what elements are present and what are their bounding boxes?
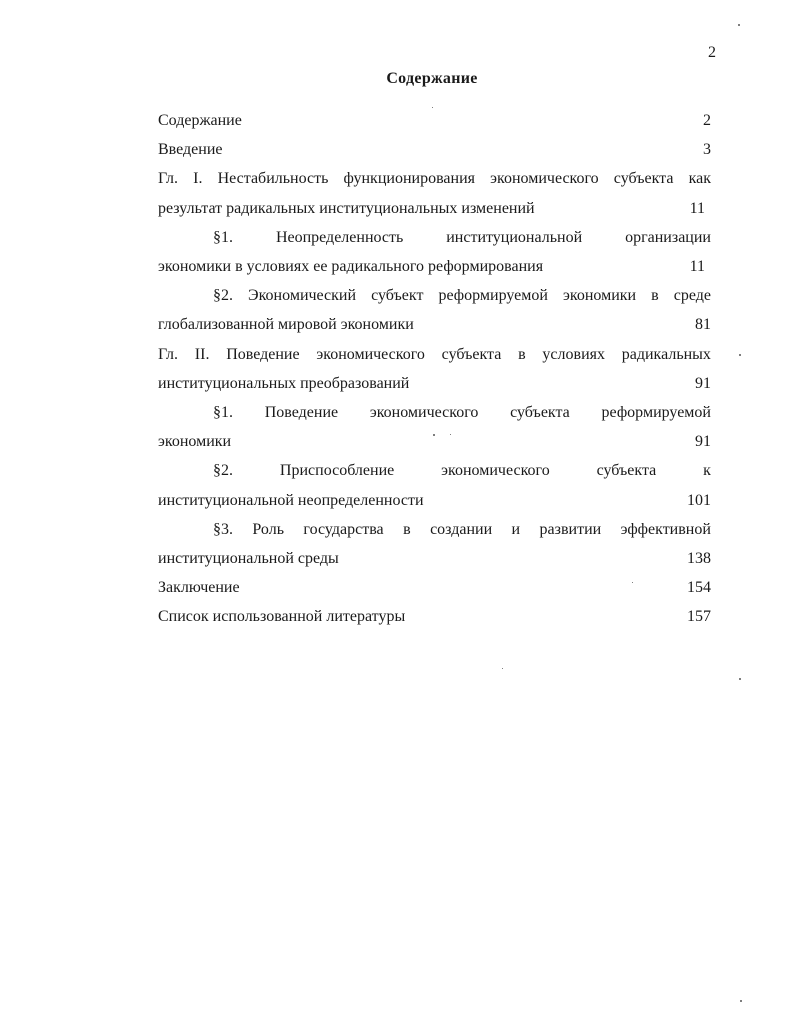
- toc-page-number: 91: [695, 374, 711, 392]
- toc-entry: [158, 573, 711, 602]
- toc-word: условиях: [542, 345, 605, 363]
- toc-entry: [158, 164, 711, 222]
- toc-word: как: [688, 170, 711, 188]
- toc-line: [158, 602, 711, 631]
- toc-word: Поведение: [226, 345, 300, 363]
- toc-line: [158, 369, 711, 398]
- toc-line: [158, 135, 711, 164]
- toc-word: создании: [430, 520, 493, 538]
- toc-entry: [158, 281, 711, 339]
- scan-speck: [738, 24, 740, 26]
- toc-word: в: [403, 520, 411, 538]
- toc-word: Неопределенность: [275, 228, 404, 246]
- toc-word: экономического: [441, 462, 550, 480]
- scan-speck: [450, 434, 451, 435]
- toc-line: [158, 427, 711, 456]
- toc-page-number: 11: [689, 199, 705, 217]
- toc-word: Приспособление: [279, 462, 395, 480]
- toc-word: эффективной: [620, 520, 711, 538]
- toc-word: §2.: [213, 287, 233, 305]
- toc-word: в: [518, 345, 526, 363]
- toc-entry: [158, 602, 711, 631]
- toc-line: [158, 515, 711, 544]
- toc-word: к: [703, 462, 711, 480]
- toc-word: §3.: [213, 520, 233, 538]
- toc-word: радикальных: [621, 345, 711, 363]
- toc-word: институциональной: [446, 228, 583, 246]
- toc-word: §1.: [213, 228, 233, 246]
- toc-word: §1.: [213, 404, 233, 422]
- toc-word: реформируемой: [438, 287, 548, 305]
- toc-word: организации: [625, 228, 711, 246]
- toc-word: §2.: [213, 462, 233, 480]
- toc-word: субъекта: [596, 462, 657, 480]
- toc-word: субъекта: [613, 170, 674, 188]
- toc-word: I.: [193, 170, 203, 188]
- toc-word: развитии: [539, 520, 602, 538]
- toc-text: результат радикальных институциональных изменений: [158, 199, 535, 217]
- toc-entry: [158, 223, 711, 281]
- toc-line: [158, 194, 711, 223]
- toc-line: [158, 544, 711, 573]
- toc-word: экономического: [316, 345, 425, 363]
- toc-word: экономики: [562, 287, 637, 305]
- toc-word: субъекта: [441, 345, 502, 363]
- page-title: Содержание: [386, 70, 478, 87]
- toc-word: среде: [673, 287, 711, 305]
- toc-line: [158, 223, 711, 252]
- toc-line: [158, 398, 711, 427]
- toc-word: государства: [303, 520, 384, 538]
- toc-word: и: [511, 520, 521, 538]
- toc-word: реформируемой: [601, 404, 711, 422]
- toc-word: II.: [194, 345, 210, 363]
- toc-word: Роль: [252, 520, 284, 538]
- toc-entry: [158, 515, 711, 573]
- toc-word: экономического: [369, 404, 479, 422]
- toc-page-number: 3: [703, 141, 711, 159]
- toc-entry: [158, 135, 711, 164]
- toc-word: экономического: [490, 170, 599, 188]
- toc-text: институциональных преобразований: [158, 374, 410, 392]
- toc-entry: [158, 456, 711, 514]
- toc-text: Заключение: [158, 579, 240, 597]
- scan-speck: [739, 354, 741, 356]
- toc-entry: [158, 398, 711, 456]
- toc-page-number: 91: [695, 433, 711, 451]
- toc-line: [158, 486, 711, 515]
- toc-line: [158, 164, 711, 193]
- page-number: 2: [708, 44, 716, 61]
- toc-word: Гл.: [158, 345, 179, 363]
- toc-page-number: 81: [695, 316, 711, 334]
- toc-page-number: 2: [703, 112, 711, 129]
- toc-line: [158, 106, 711, 135]
- toc-word: Нестабильность: [217, 170, 329, 188]
- toc-entry: [158, 106, 711, 135]
- toc-word: функционирования: [343, 170, 475, 188]
- toc-entry: [158, 340, 711, 398]
- toc-line: [158, 340, 711, 369]
- toc-text: Введение: [158, 141, 223, 159]
- toc-text: глобализованной мировой экономики: [158, 316, 414, 334]
- toc-page-number: 101: [687, 491, 711, 509]
- scan-speck: [739, 678, 741, 680]
- scan-speck: [502, 668, 503, 669]
- scan-speck: [432, 107, 433, 108]
- toc-word: Экономический: [248, 287, 357, 305]
- scan-speck: [433, 434, 435, 436]
- toc-line: [158, 252, 711, 281]
- scan-speck: [632, 582, 633, 583]
- toc-word: Поведение: [264, 404, 339, 422]
- toc-text: экономики в условиях ее радикального реформирования: [158, 258, 544, 276]
- toc-text: Список использованной литературы: [158, 608, 406, 626]
- toc-page-number: 154: [687, 579, 711, 597]
- toc-page-number: 157: [687, 608, 711, 626]
- toc-text: Содержание: [158, 112, 242, 129]
- toc-line: [158, 456, 711, 485]
- toc-page-number: 11: [689, 258, 705, 276]
- toc-line: [158, 573, 711, 602]
- toc-word: субъекта: [510, 404, 570, 422]
- toc-text: институциональной среды: [158, 550, 339, 568]
- toc-text: институциональной неопределенности: [158, 491, 424, 509]
- toc-line: [158, 281, 711, 310]
- table-of-contents: [158, 106, 711, 632]
- toc-word: Гл.: [158, 170, 179, 188]
- toc-page-number: 138: [687, 550, 711, 568]
- toc-line: [158, 310, 711, 339]
- scan-speck: [740, 1000, 742, 1002]
- toc-word: в: [651, 287, 659, 305]
- toc-word: субъект: [371, 287, 424, 305]
- toc-text: экономики: [158, 433, 232, 451]
